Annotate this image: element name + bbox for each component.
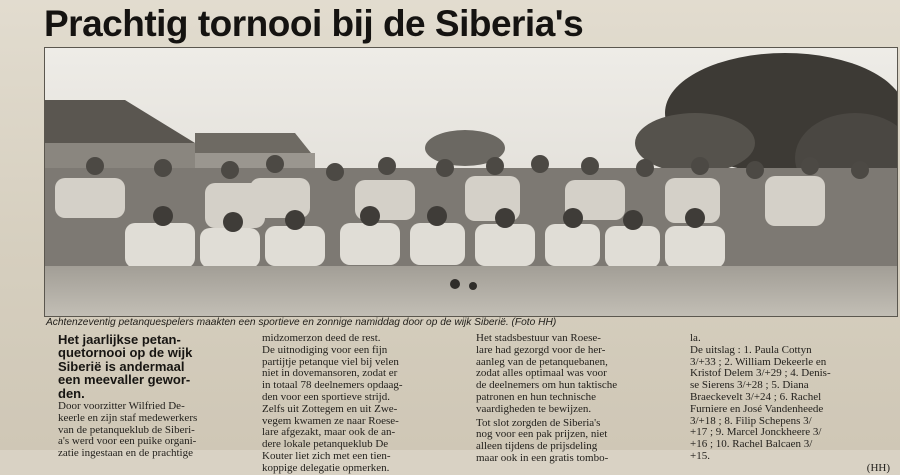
body-line: midzomerzon deed de rest.: [262, 332, 381, 344]
body-line: maar ook in een gratis tombo-: [476, 451, 609, 464]
body-line: aanleg van de petanquebanen,: [476, 355, 608, 368]
body-line: lare had gezorgd voor de her-: [476, 343, 606, 356]
body-line: Tot slot zorgden de Siberia's: [476, 416, 601, 429]
body-line: alleen tijdens de prijsdeling: [476, 440, 598, 453]
lead-line: Siberië is andermaal: [58, 358, 185, 374]
lead-line: Het jaarlijkse petan-: [58, 332, 181, 347]
body-line: in totaal 78 deelnemers opdaag-: [262, 379, 403, 392]
body-line: dere lokale petanqueklub De: [262, 438, 389, 451]
body-line: patronen en hun technische: [476, 390, 597, 403]
body-line: de deelnemers om hun taktische: [476, 379, 618, 392]
body-line: Het stadsbestuur van Roese-: [476, 332, 601, 344]
body-line: +17 ; 9. Marcel Jonckheere 3/: [690, 426, 822, 439]
body-line: +15.: [690, 449, 710, 462]
body-line: Door voorzitter Wilfried De-: [58, 400, 185, 413]
body-line: 3/+33 ; 2. William Dekeerle en: [690, 355, 827, 368]
body-line: lare afgezakt, maar ook de an-: [262, 426, 396, 439]
body-line: zatie ingestaan en de prachtige: [58, 447, 193, 460]
body-line: niet in dovemansoren, zodat er: [262, 367, 398, 380]
body-line: den voor een sportieve strijd.: [262, 390, 390, 403]
text-column-2: [262, 333, 460, 475]
group-photo: [44, 47, 898, 317]
body-line: koppige delegatie opmerken.: [262, 461, 390, 474]
body-line: partijtje petanque viel bij velen: [262, 355, 399, 368]
text-column-1: [58, 333, 254, 460]
body-line: se Sierens 3/+28 ; 5. Diana: [690, 379, 809, 392]
body-line: Zelfs uit Zottegem en uit Zwe-: [262, 402, 398, 415]
body-line: Furniere en José Vandenheede: [690, 402, 824, 415]
body-line: vaardigheden te bewijzen.: [476, 402, 592, 415]
body-line: van de petanqueklub de Siberi-: [58, 423, 195, 436]
body-line: 3/+18 ; 8. Filip Schepens 3/: [690, 414, 812, 427]
body-line: keerle en zijn staf medewerkers: [58, 411, 198, 424]
body-line: la.: [690, 332, 701, 344]
lead-line: quetornooi op de wijk: [58, 345, 193, 361]
body-line: De uitslag : 1. Paula Cottyn: [690, 343, 812, 356]
body-line: a's werd voor een puike organi-: [58, 435, 197, 448]
lead-line: een meevaller gewor-: [58, 372, 191, 388]
body-line: Kouter liet zich met een tien-: [262, 449, 391, 462]
photo-caption: Achtenzeventig petanquespelers maakten een sportieve en zonnige namiddag door op de wijk Siberië. (Foto HH): [46, 317, 557, 328]
author-signature: (HH): [866, 461, 890, 474]
body-line: De uitnodiging voor een fijn: [262, 343, 388, 356]
headline: Prachtig tornooi bij de Siberia's: [44, 3, 584, 44]
lead-line: den.: [58, 385, 85, 401]
group-photo-illustration: [45, 48, 897, 316]
body-line: zodat alles optimaal was voor: [476, 367, 607, 380]
body-line: +16 ; 10. Rachel Balcaen 3/: [690, 438, 813, 451]
body-line: vegem kwamen ze naar Roese-: [262, 414, 399, 427]
text-column-4: [690, 333, 890, 475]
body-line: Kristof Delem 3/+29 ; 4. Denis-: [690, 367, 831, 380]
body-line: Braeckevelt 3/+24 ; 6. Rachel: [690, 390, 822, 403]
lead-paragraph: [58, 333, 254, 400]
text-column-3: [476, 333, 672, 465]
body-line: nog voor een pak prijzen, niet: [476, 428, 608, 441]
